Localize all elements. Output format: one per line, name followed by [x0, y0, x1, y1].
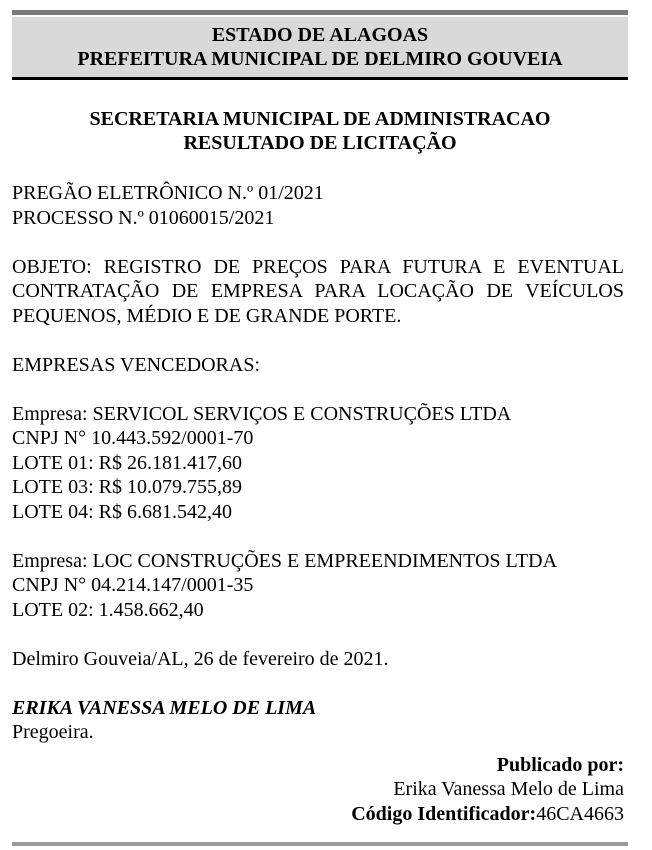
company-cnpj: CNPJ N° 10.443.592/0001-70: [12, 427, 254, 449]
signer-name: ERIKA VANESSA MELO DE LIMA: [12, 696, 317, 719]
company-name: Empresa: LOC CONSTRUÇÕES E EMPREENDIMENTOS LTDA: [12, 549, 558, 572]
document-page: [12, 10, 628, 826]
winners-heading: EMPRESAS VENCEDORAS:: [12, 353, 261, 376]
company-block: [12, 402, 624, 525]
processo-number: PROCESSO N.º 01060015/2021: [12, 206, 275, 229]
pregao-number: PREGÃO ELETRÔNICO N.º 01/2021: [12, 182, 324, 204]
company-name: Empresa: SERVICOL SERVIÇOS E CONSTRUÇÕES LTDA: [12, 402, 512, 425]
header-banner: [12, 15, 628, 80]
identifier-code: 46CA4663: [536, 802, 624, 825]
notice-body: [12, 181, 624, 745]
lot-line: LOTE 04: R$ 6.681.542,40: [12, 500, 232, 523]
objeto-paragraph: OBJETO: REGISTRO DE PREÇOS PARA FUTURA E EVENTUAL CONTRATAÇÃO DE EMPRESA PARA LOCAÇÃO DE VEÍCULOS PEQUENOS, MÉDIO E DE GRANDE PORTE.: [12, 255, 624, 327]
notice-subject: RESULTADO DE LICITAÇÃO: [183, 132, 457, 154]
lot-line: LOTE 01: R$ 26.181.417,60: [12, 451, 242, 474]
company-cnpj: CNPJ N° 04.214.147/0001-35: [12, 574, 254, 596]
state-name: ESTADO DE ALAGOAS: [211, 24, 429, 46]
municipality-name: PREFEITURA MUNICIPAL DE DELMIRO GOUVEIA: [77, 48, 563, 70]
published-by-label: Publicado por:: [496, 753, 624, 776]
publication-info: [12, 753, 624, 827]
signer-role: Pregoeira.: [12, 721, 94, 743]
lot-line: LOTE 03: R$ 10.079.755,89: [12, 476, 242, 498]
place-date: Delmiro Gouveia/AL, 26 de fevereiro de 2021.: [12, 647, 389, 670]
identifier-label: Código Identificador:: [351, 802, 537, 825]
lot-line: LOTE 02: 1.458.662,40: [12, 598, 204, 621]
company-block: [12, 549, 624, 623]
publisher-name: Erika Vanessa Melo de Lima: [393, 778, 624, 800]
identifier-line: [12, 802, 624, 827]
department-name: SECRETARIA MUNICIPAL DE ADMINISTRACAO: [89, 108, 551, 130]
bottom-rule: [12, 842, 628, 846]
section-title: [12, 107, 628, 155]
